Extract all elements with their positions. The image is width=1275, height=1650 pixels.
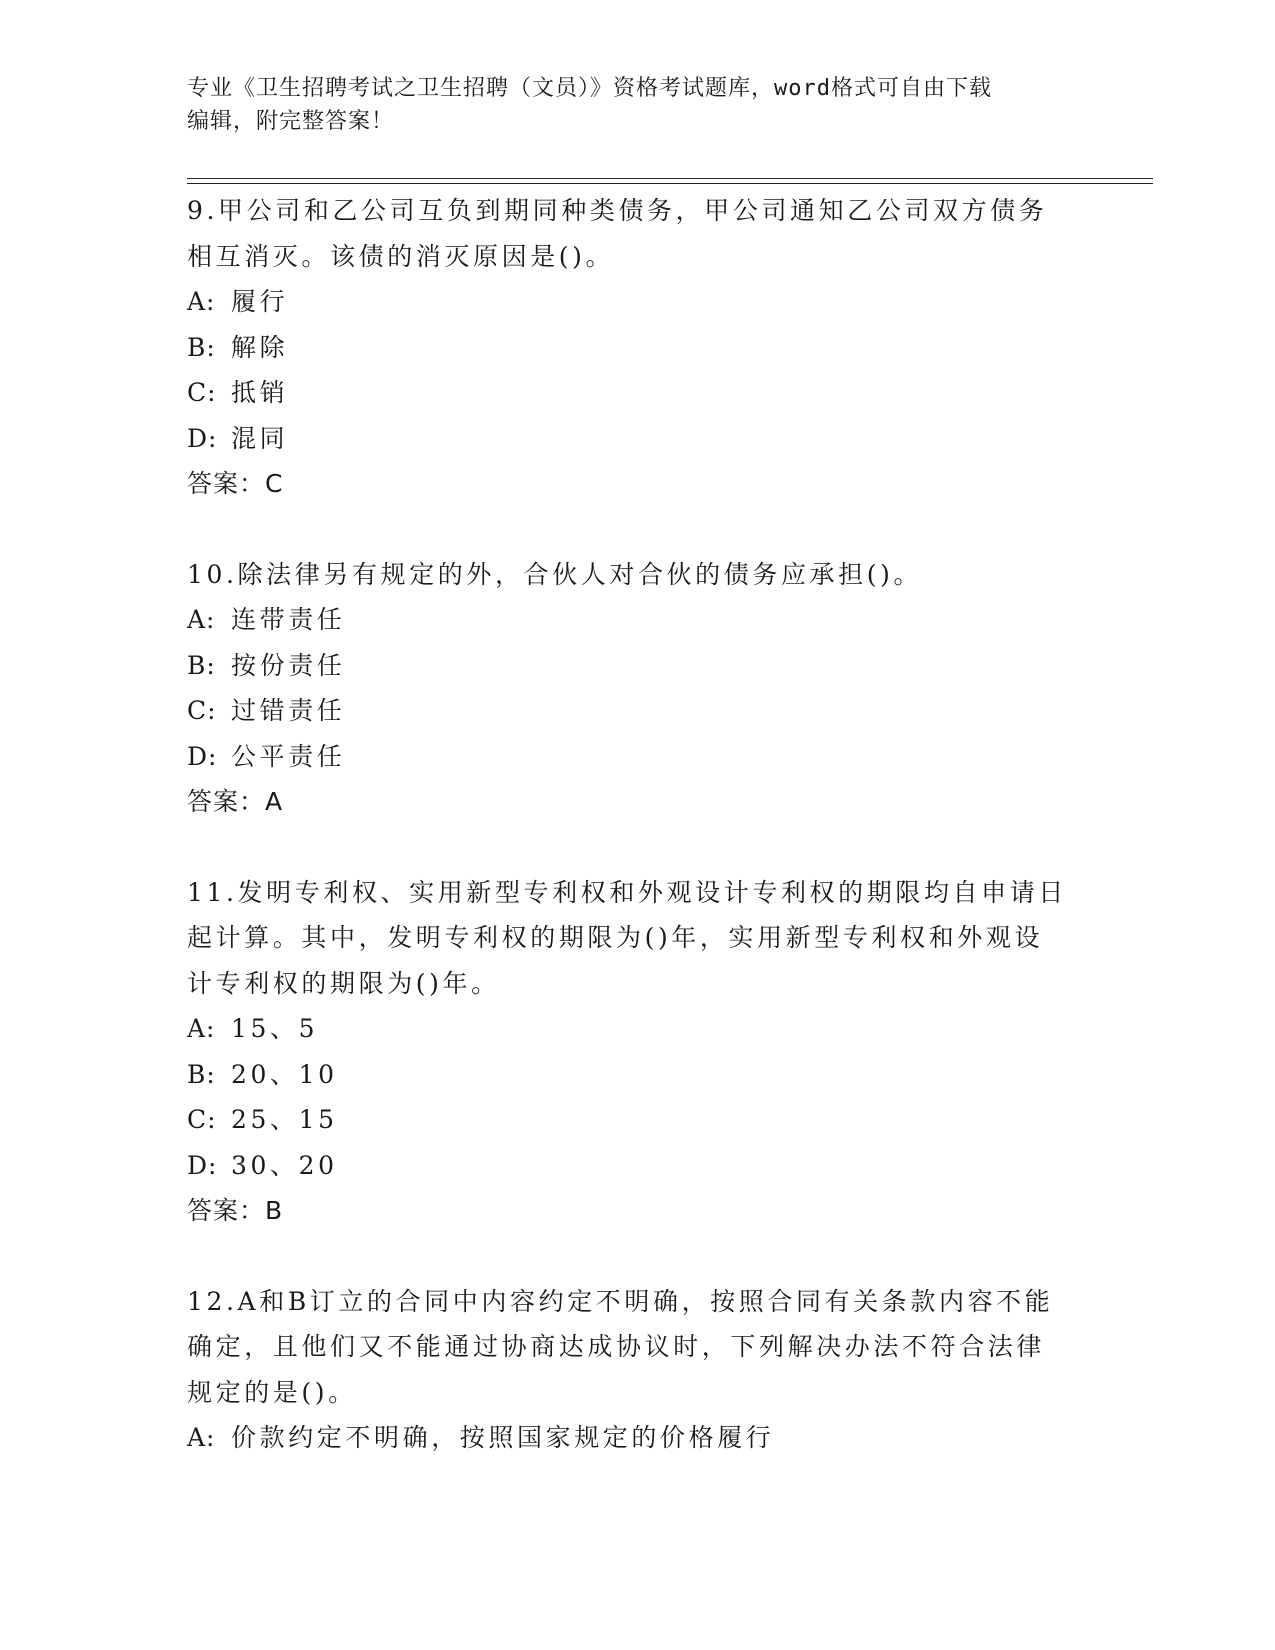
option-b — [187, 643, 1087, 689]
stem-line: 9.甲公司和乙公司互负到期同种类债务，甲公司通知乙公司双方债务 — [187, 196, 1048, 225]
option-key: A: — [187, 1423, 216, 1452]
header-line-1: 专业《卫生招聘考试之卫生招聘（文员）》资格考试题库，word格式可自由下载 — [187, 76, 992, 101]
document-header — [187, 72, 1067, 138]
question-stem — [187, 188, 1087, 279]
option-key: B: — [187, 650, 216, 680]
answer-line: 答案：A — [187, 787, 284, 816]
header-divider-bottom — [187, 183, 1153, 184]
option-d — [187, 416, 1087, 462]
option-c — [187, 1097, 1087, 1143]
option-text: 公平责任 — [231, 741, 346, 771]
option-key: D: — [187, 741, 218, 771]
option-a — [187, 279, 1087, 325]
stem-line: 计专利权的期限为()年。 — [187, 968, 500, 998]
question-stem — [187, 552, 1087, 598]
option-key: D: — [187, 423, 218, 453]
option-text: 解除 — [231, 332, 289, 362]
option-b — [187, 1052, 1087, 1098]
stem-line: 10.除法律另有规定的外，合伙人对合伙的债务应承担()。 — [187, 559, 923, 589]
header-divider-top — [187, 178, 1153, 179]
question-11 — [187, 870, 1087, 1234]
question-12 — [187, 1279, 1087, 1461]
option-text: 抵销 — [231, 378, 289, 407]
option-key: A: — [187, 287, 216, 316]
option-key: C: — [187, 696, 217, 725]
stem-line: 起计算。其中，发明专利权的期限为()年，实用新型专利权和外观设 — [187, 923, 1044, 952]
option-c — [187, 370, 1087, 416]
question-list — [187, 188, 1087, 1461]
option-d — [187, 1143, 1087, 1189]
question-spacer — [187, 825, 1087, 870]
question-spacer — [187, 1234, 1087, 1279]
option-key: C: — [187, 1105, 217, 1134]
stem-line: 相互消灭。该债的消灭原因是()。 — [187, 241, 615, 271]
question-spacer — [187, 507, 1087, 552]
option-key: A: — [187, 605, 216, 634]
option-text: 履行 — [231, 287, 289, 316]
option-key: D: — [187, 1150, 218, 1180]
option-a — [187, 597, 1087, 643]
question-10 — [187, 552, 1087, 825]
option-text: 价款约定不明确，按照国家规定的价格履行 — [231, 1423, 775, 1452]
option-text: 20、10 — [231, 1059, 338, 1089]
option-a — [187, 1415, 1087, 1461]
option-a — [187, 1006, 1087, 1052]
stem-line: 确定，且他们又不能通过协商达成协议时，下列解决办法不符合法律 — [187, 1332, 1046, 1361]
option-key: C: — [187, 378, 217, 407]
header-line-2: 编辑，附完整答案！ — [187, 109, 395, 134]
stem-line: 11.发明专利权、实用新型专利权和外观设计专利权的期限均自申请日 — [187, 877, 1067, 907]
answer-line: 答案：C — [187, 469, 284, 498]
option-d — [187, 734, 1087, 780]
stem-line: 12.A和B订立的合同中内容约定不明确，按照合同有关条款内容不能 — [187, 1286, 1054, 1316]
option-text: 连带责任 — [231, 605, 346, 634]
option-key: A: — [187, 1014, 216, 1043]
option-b — [187, 325, 1087, 371]
option-c — [187, 688, 1087, 734]
answer-line: 答案：B — [187, 1196, 284, 1225]
option-text: 混同 — [231, 423, 289, 453]
option-text: 15、5 — [231, 1014, 319, 1043]
option-key: B: — [187, 332, 216, 362]
option-text: 按份责任 — [231, 650, 346, 680]
question-9 — [187, 188, 1087, 507]
question-stem — [187, 870, 1087, 1007]
stem-line: 规定的是()。 — [187, 1377, 357, 1407]
option-text: 过错责任 — [231, 696, 346, 725]
option-text: 25、15 — [231, 1105, 338, 1134]
option-text: 30、20 — [231, 1150, 338, 1180]
option-key: B: — [187, 1059, 216, 1089]
question-stem — [187, 1279, 1087, 1416]
